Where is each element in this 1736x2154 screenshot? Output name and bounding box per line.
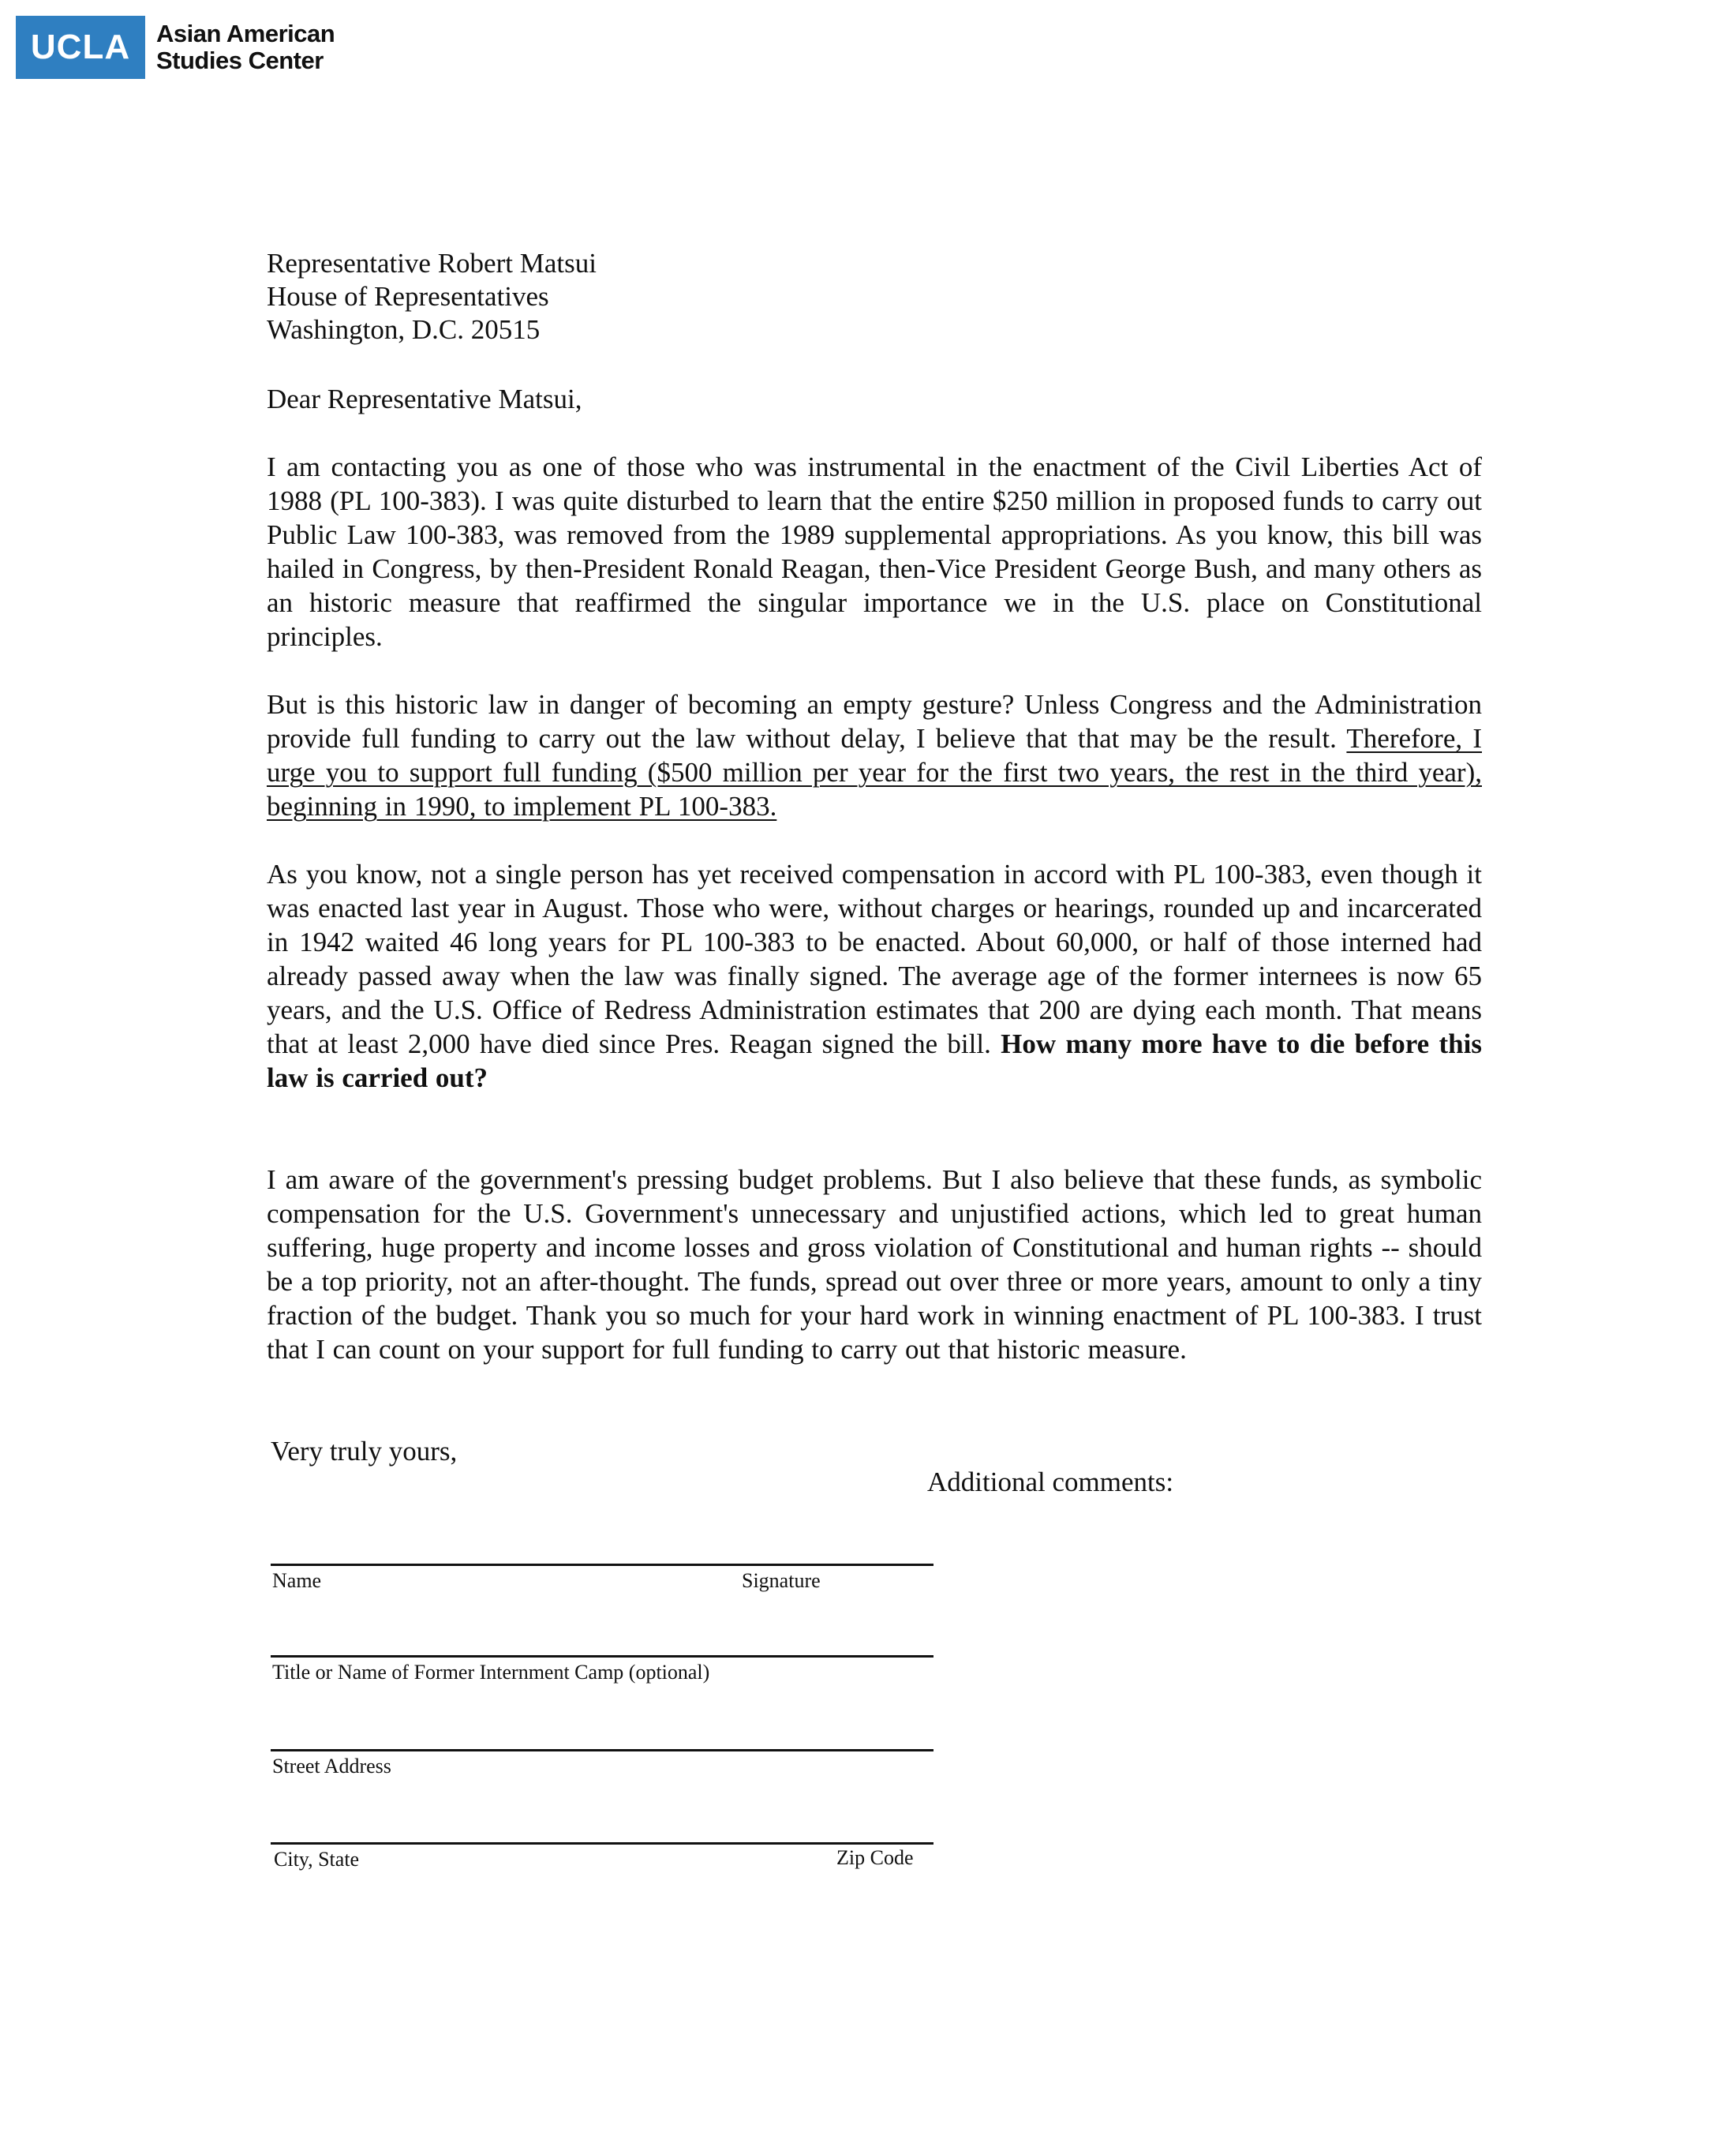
name-signature-line[interactable] [271, 1564, 933, 1566]
center-name [156, 21, 335, 74]
logo-text: UCLA [30, 28, 131, 66]
recipient-line3: Washington, D.C. 20515 [267, 314, 541, 345]
paragraph-1: I am contacting you as one of those who was instrumental in the enactment of the Civil Liberties Act of 1988 (PL 100-383). I was quite disturbed to learn that the entire $250 million in proposed funds to carry out Public Law 100-383, was removed from the 1989 supplemental appropriations. As you know, this bill was hailed in Congress, by then-President Ronald Reagan, then-Vice President George Bush, and many others as an historic measure that reaffirmed the singular importance we in the U.S. place on Constitutional principles. [267, 451, 1482, 652]
zip-code-label: Zip Code [836, 1846, 914, 1869]
name-label: Name [272, 1569, 322, 1592]
paragraph-4: I am aware of the government's pressing budget problems. But I also believe that these funds, as symbolic compensation for the U.S. Government's unnecessary and unjustified actions, which led to great human suffering, huge property and income losses and gross violation of Constitutional and human rights -- should be a top priority, not an after-thought. The funds, spread out over three or more years, amount to only a tiny fraction of the budget. Thank you so much for your hard work in winning enactment of PL 100-383. I trust that I can count on your support for full funding to carry out that historic measure. [267, 1164, 1482, 1365]
paragraph-2-text: But is this historic law in danger of becoming an empty gesture? Unless Congress and the Administration provide full funding to carry out the law without delay, I believe that that may be the result. [267, 689, 1482, 754]
center-name-line1: Asian American [156, 20, 335, 47]
recipient-line2: House of Representatives [267, 281, 549, 312]
additional-comments-label: Additional comments: [927, 1467, 1174, 1497]
ucla-logo [16, 16, 145, 79]
emphasis-question: How many more have to die before this law is carried out? [267, 1028, 1482, 1093]
center-name-line2: Studies Center [156, 47, 324, 74]
letterhead [16, 16, 335, 79]
paragraph-3 [267, 857, 1482, 1095]
funding-request: Therefore, I urge you to support full funding ($500 million per year for the first two years, the rest in the third year), beginning in 1990, to implement PL 100-383. [267, 723, 1483, 822]
title-label: Title or Name of Former Internment Camp (optional) [272, 1661, 710, 1684]
recipient-line1: Representative Robert Matsui [267, 248, 597, 279]
street-address-label: Street Address [272, 1755, 391, 1778]
title-line[interactable] [271, 1655, 933, 1658]
recipient-address [267, 247, 597, 347]
city-zip-line[interactable] [271, 1842, 933, 1845]
signature-label: Signature [742, 1569, 821, 1592]
city-state-label: City, State [274, 1848, 360, 1871]
paragraph-2 [267, 687, 1482, 823]
street-address-line[interactable] [271, 1749, 933, 1751]
salutation: Dear Representative Matsui, [267, 384, 582, 414]
paragraph-3-text: As you know, not a single person has yet received compensation in accord with PL 100-383, even though it was enacted last year in August. Those who were, without charges or hearings, rounded up and incarcerated in 1942 waited 46 long years for PL 100-383 to be enacted. About 60,000, or half of those interned had already passed away when the law was finally signed. The average age of the former internees is now 65 years, and the U.S. Office of Redress Administration estimates that 200 are dying each month. That means that at least 2,000 have died since Pres. Reagan signed the bill. [267, 859, 1482, 1059]
closing: Very truly yours, [271, 1436, 458, 1467]
